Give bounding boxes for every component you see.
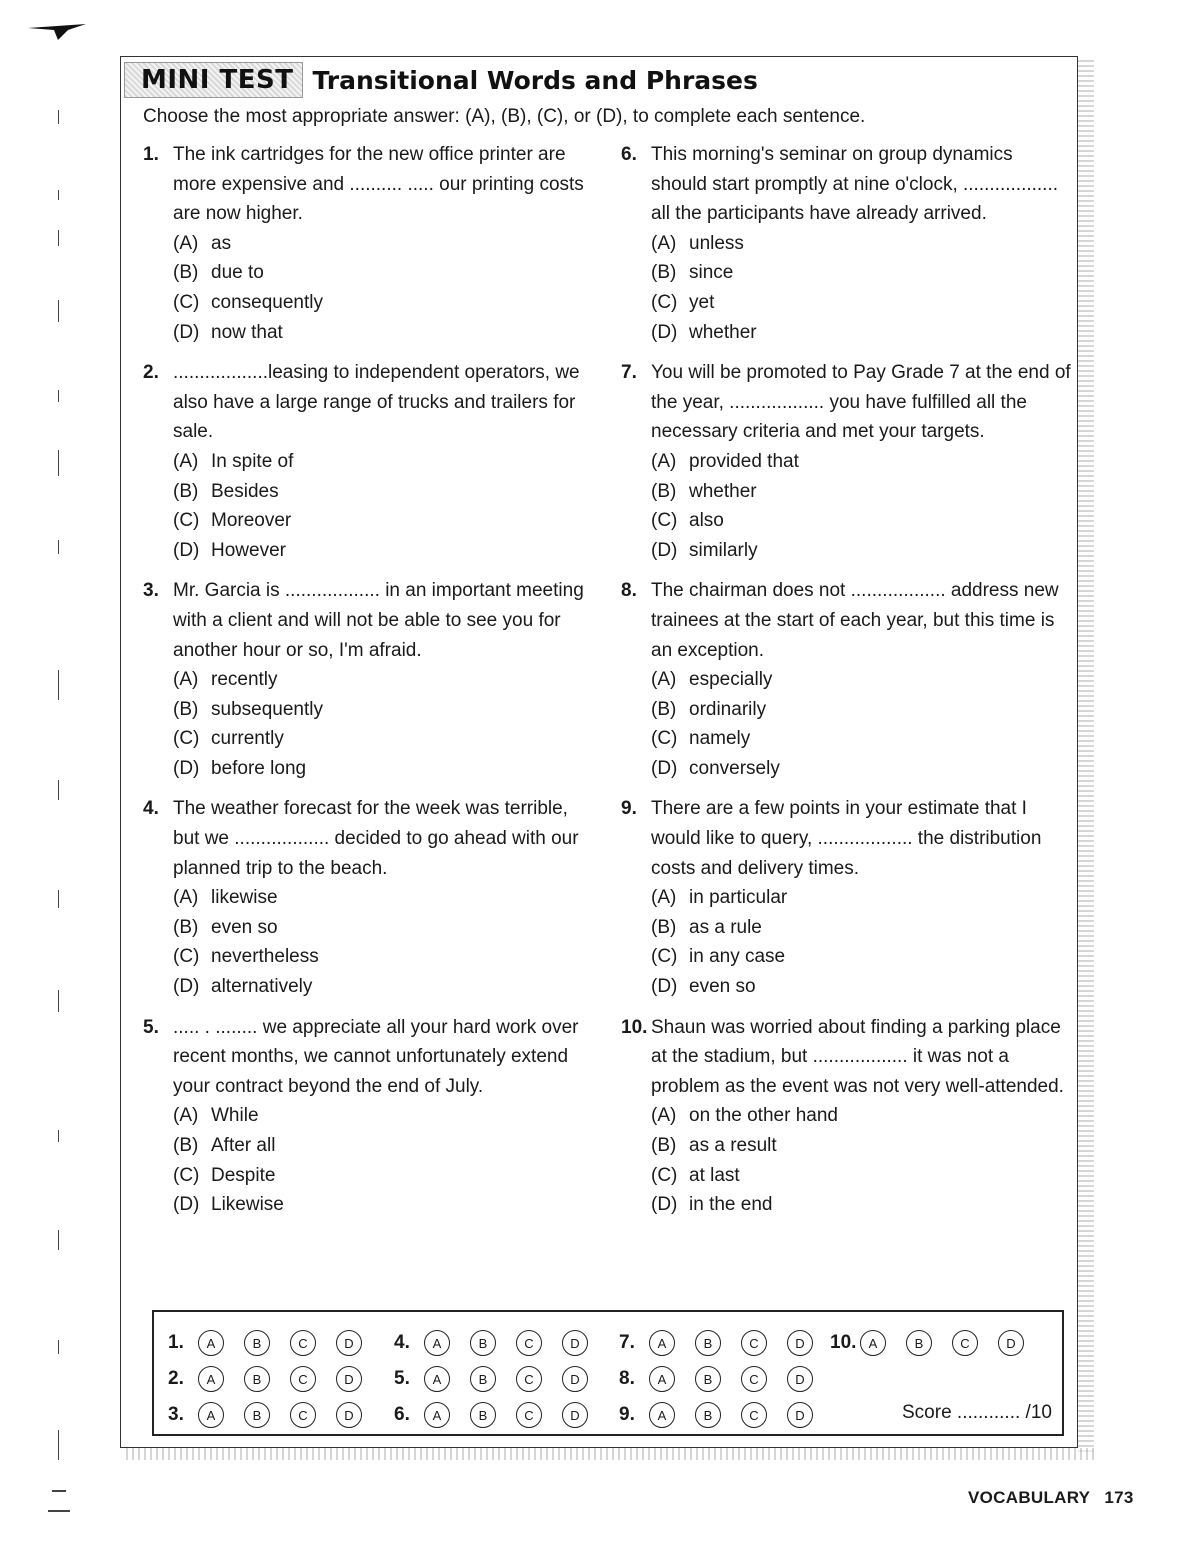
question-text: The chairman does not .................. address new trainees at the start of each year, but this time is an exception. [651, 580, 1059, 661]
question-text: ..... . ........ we appreciate all your hard work over recent months, we cannot unfortunately extend your contract beyond the end of July. [173, 1016, 579, 1097]
option-c: (C) currently [173, 728, 284, 750]
option-d: (D) whether [651, 321, 757, 343]
answer-bubble[interactable]: D [787, 1402, 813, 1428]
option-c: (C) in any case [651, 946, 786, 968]
option-a: (A) unless [651, 232, 744, 254]
question-4 [143, 794, 593, 1001]
option-b: (B) After all [173, 1135, 276, 1156]
answer-group [394, 1400, 608, 1430]
answer-number: 1. [168, 1332, 184, 1353]
option-d: (D) even so [651, 976, 756, 998]
answer-bubble[interactable]: B [695, 1330, 721, 1356]
option-d: (D) now that [173, 321, 283, 343]
instructions: Choose the most appropriate answer: (A), (B), (C), or (D), to complete each sentence. [143, 106, 866, 127]
answer-bubble[interactable]: D [787, 1366, 813, 1392]
answer-bubble[interactable]: D [562, 1330, 588, 1356]
answer-group [168, 1364, 382, 1394]
answer-bubble[interactable]: A [649, 1330, 675, 1356]
answer-number: 2. [168, 1368, 184, 1389]
option-c: (C) Despite [173, 1164, 276, 1186]
question-text: The ink cartridges for the new office printer are more expensive and .......... ..... our printing costs are now higher. [173, 144, 584, 225]
answer-sheet [152, 1310, 1064, 1436]
answer-bubble[interactable]: B [695, 1402, 721, 1428]
frame-shadow-bottom [126, 1448, 1094, 1460]
option-a: (A) In spite of [173, 450, 294, 472]
answer-bubble[interactable]: C [516, 1366, 542, 1392]
answer-group [394, 1364, 608, 1394]
option-b: (B) since [651, 262, 734, 284]
answer-bubble[interactable]: B [244, 1402, 270, 1428]
option-b: (B) Besides [173, 480, 279, 502]
answer-bubble[interactable]: A [424, 1402, 450, 1428]
question-text: There are a few points in your estimate that I would like to query, .................. the distribution costs and delivery times. [651, 798, 1042, 879]
answer-group [168, 1400, 382, 1430]
option-a: (A) While [173, 1105, 259, 1127]
answer-bubble[interactable]: B [244, 1330, 270, 1356]
question-10 [621, 1013, 1071, 1220]
answer-group [619, 1400, 833, 1430]
answer-bubble[interactable]: A [649, 1402, 675, 1428]
option-d: (D) Likewise [173, 1194, 284, 1216]
question-number: 7. [621, 362, 637, 384]
answer-bubble[interactable]: A [424, 1366, 450, 1392]
option-a: (A) on the other hand [651, 1105, 838, 1127]
page-number: 173 [1104, 1488, 1134, 1507]
answer-number: 6. [394, 1404, 410, 1425]
option-d: (D) conversely [651, 757, 780, 779]
question-number: 10. [621, 1016, 648, 1038]
answer-number: 7. [619, 1332, 635, 1353]
option-a: (A) recently [173, 669, 278, 691]
question-number: 1. [143, 144, 159, 165]
score-field: Score ............ /10 [902, 1402, 1052, 1423]
answer-bubble[interactable]: D [562, 1402, 588, 1428]
answer-group [830, 1328, 1044, 1358]
answer-number: 3. [168, 1404, 184, 1425]
option-b: (B) ordinarily [651, 698, 767, 720]
question-2 [143, 358, 593, 565]
answer-group [168, 1328, 382, 1358]
question-5 [143, 1013, 593, 1220]
option-a: (A) provided that [651, 450, 799, 472]
answer-number: 4. [394, 1332, 410, 1353]
answer-bubble[interactable]: D [336, 1366, 362, 1392]
question-8 [621, 576, 1071, 783]
answer-bubble[interactable]: A [198, 1330, 224, 1356]
answer-bubble[interactable]: B [470, 1402, 496, 1428]
answer-bubble[interactable]: C [290, 1330, 316, 1356]
question-text: ..................leasing to independent operators, we also have a large range of trucks and trailers for sale. [173, 362, 580, 443]
option-d: (D) in the end [651, 1194, 773, 1216]
answer-group [394, 1328, 608, 1358]
answer-bubble[interactable]: B [695, 1366, 721, 1392]
answer-bubble[interactable]: C [952, 1330, 978, 1356]
question-text: This morning's seminar on group dynamics should start promptly at nine o'clock, .................. all the participants have already arrived. [651, 144, 1059, 225]
answer-bubble[interactable]: C [741, 1402, 767, 1428]
question-text: The weather forecast for the week was terrible, but we .................. decided to go ahead with our planned trip to the beach. [173, 798, 579, 879]
answer-bubble[interactable]: A [198, 1402, 224, 1428]
option-c: (C) at last [651, 1164, 740, 1186]
answer-bubble[interactable]: A [649, 1366, 675, 1392]
answer-bubble[interactable]: B [244, 1366, 270, 1392]
option-b: (B) as a rule [651, 916, 762, 938]
question-number: 5. [143, 1016, 159, 1038]
question-1 [143, 140, 593, 347]
option-d: (D) before long [173, 757, 307, 779]
answer-bubble[interactable]: C [516, 1402, 542, 1428]
answer-bubble[interactable]: D [336, 1330, 362, 1356]
answer-group [619, 1328, 833, 1358]
footer-section: VOCABULARY [968, 1488, 1091, 1507]
question-text: You will be promoted to Pay Grade 7 at the end of the year, .................. you have fulfilled all the necessary criteria and met your targets. [651, 362, 1071, 443]
answer-number: 5. [394, 1368, 410, 1389]
option-c: (C) namely [651, 728, 751, 750]
answer-bubble[interactable]: C [741, 1330, 767, 1356]
answer-bubble[interactable]: C [290, 1366, 316, 1392]
question-number: 3. [143, 580, 159, 602]
answer-bubble[interactable]: B [470, 1330, 496, 1356]
page-footer [968, 1488, 1134, 1508]
frame-shadow-right [1078, 60, 1094, 1454]
option-c: (C) nevertheless [173, 946, 319, 968]
answer-number: 8. [619, 1368, 635, 1389]
option-c: (C) consequently [173, 291, 323, 313]
answer-bubble[interactable]: B [470, 1366, 496, 1392]
question-text: Mr. Garcia is .................. in an important meeting with a client and will not be able to see you for another hour or so, I'm afraid. [173, 580, 584, 661]
answer-bubble[interactable]: A [860, 1330, 886, 1356]
answer-group [619, 1364, 833, 1394]
answer-bubble[interactable]: D [998, 1330, 1024, 1356]
corner-crop-mark [28, 22, 88, 42]
question-column-right [621, 140, 1071, 1231]
option-c: (C) yet [651, 291, 715, 313]
question-number: 9. [621, 798, 637, 820]
question-number: 6. [621, 144, 637, 165]
option-c: (C) Moreover [173, 510, 292, 532]
question-7 [621, 358, 1071, 565]
answer-bubble[interactable]: A [424, 1330, 450, 1356]
page-title: Transitional Words and Phrases [312, 65, 758, 95]
option-b: (B) as a result [651, 1135, 777, 1156]
option-b: (B) even so [173, 916, 278, 938]
question-number: 4. [143, 798, 159, 820]
question-column-left [143, 140, 593, 1231]
option-c: (C) also [651, 510, 724, 532]
option-d: (D) alternatively [173, 976, 313, 998]
option-d: (D) similarly [651, 539, 758, 561]
question-number: 8. [621, 580, 637, 602]
option-a: (A) likewise [173, 887, 278, 909]
option-b: (B) whether [651, 480, 757, 502]
option-a: (A) especially [651, 669, 773, 691]
answer-bubble[interactable]: D [336, 1402, 362, 1428]
answer-bubble[interactable]: C [516, 1330, 542, 1356]
question-number: 2. [143, 362, 159, 384]
answer-bubble[interactable]: C [290, 1402, 316, 1428]
question-3 [143, 576, 593, 783]
mini-test-badge: MINI TEST [124, 62, 303, 98]
answer-bubble[interactable]: D [562, 1366, 588, 1392]
test-header [124, 60, 758, 100]
answer-bubble[interactable]: A [198, 1366, 224, 1392]
answer-number: 10. [830, 1332, 857, 1353]
option-a: (A) as [173, 232, 232, 254]
answer-number: 9. [619, 1404, 635, 1425]
answer-bubble[interactable]: C [741, 1366, 767, 1392]
option-b: (B) subsequently [173, 698, 323, 720]
question-text: Shaun was worried about finding a parking place at the stadium, but .................. it was not a problem as the event was not very well-attended. [651, 1016, 1064, 1097]
margin-speckles [44, 90, 74, 1540]
question-6 [621, 140, 1071, 347]
option-d: (D) However [173, 539, 286, 561]
answer-bubble[interactable]: B [906, 1330, 932, 1356]
option-b: (B) due to [173, 262, 264, 284]
question-9 [621, 794, 1071, 1001]
option-a: (A) in particular [651, 887, 788, 909]
answer-bubble[interactable]: D [787, 1330, 813, 1356]
